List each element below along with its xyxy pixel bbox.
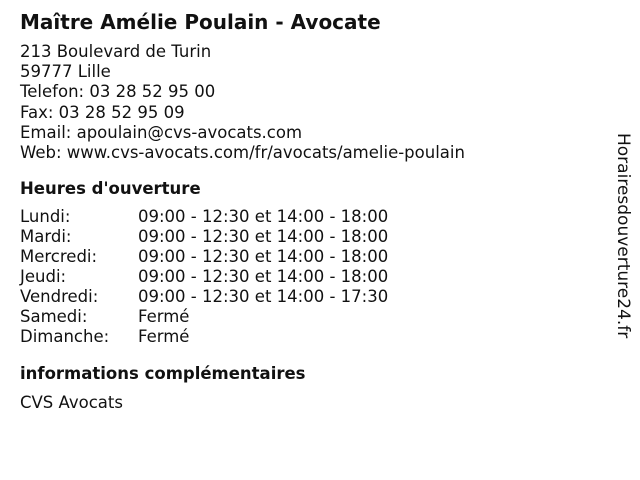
hours-time: 09:00 - 12:30 et 14:00 - 18:00 xyxy=(138,227,389,247)
additional-info-text: CVS Avocats xyxy=(20,393,123,413)
hours-time: 09:00 - 12:30 et 14:00 - 18:00 xyxy=(138,267,389,287)
website-address: Web: www.cvs-avocats.com/fr/avocats/amelie-poulain xyxy=(20,143,465,163)
hours-day: Lundi: xyxy=(20,207,71,227)
hours-row-saturday xyxy=(20,307,610,327)
contact-details xyxy=(20,42,610,163)
hours-day: Dimanche: xyxy=(20,327,110,347)
hours-time: Fermé xyxy=(138,307,190,327)
email-address: Email: apoulain@cvs-avocats.com xyxy=(20,122,303,142)
side-watermark-text: Horairesdouverture24.fr xyxy=(613,133,633,339)
hours-row-friday xyxy=(20,287,610,307)
hours-time: 09:00 - 12:30 et 14:00 - 17:30 xyxy=(138,287,389,307)
hours-time: Fermé xyxy=(138,327,190,347)
city-address: 59777 Lille xyxy=(20,62,111,82)
street-address: 213 Boulevard de Turin xyxy=(20,42,212,61)
side-watermark xyxy=(612,133,634,343)
hours-day: Samedi: xyxy=(20,307,88,327)
hours-row-wednesday xyxy=(20,247,610,267)
hours-day: Jeudi: xyxy=(20,267,67,287)
hours-time: 09:00 - 12:30 et 14:00 - 18:00 xyxy=(138,247,389,267)
hours-day: Mercredi: xyxy=(20,247,98,267)
hours-row-thursday xyxy=(20,267,610,287)
additional-info-heading: informations complémentaires xyxy=(20,364,306,384)
page-title: Maître Amélie Poulain - Avocate xyxy=(20,10,381,34)
hours-time: 09:00 - 12:30 et 14:00 - 18:00 xyxy=(138,207,389,227)
opening-hours-heading: Heures d'ouverture xyxy=(20,179,201,199)
listing-card xyxy=(20,9,610,413)
hours-day: Mardi: xyxy=(20,227,72,247)
hours-day: Vendredi: xyxy=(20,287,99,307)
phone-number: Telefon: 03 28 52 95 00 xyxy=(20,82,216,102)
opening-hours-table xyxy=(20,207,610,347)
hours-row-monday xyxy=(20,207,610,227)
hours-row-sunday xyxy=(20,327,610,347)
fax-number: Fax: 03 28 52 95 09 xyxy=(20,102,185,122)
hours-row-tuesday xyxy=(20,227,610,247)
